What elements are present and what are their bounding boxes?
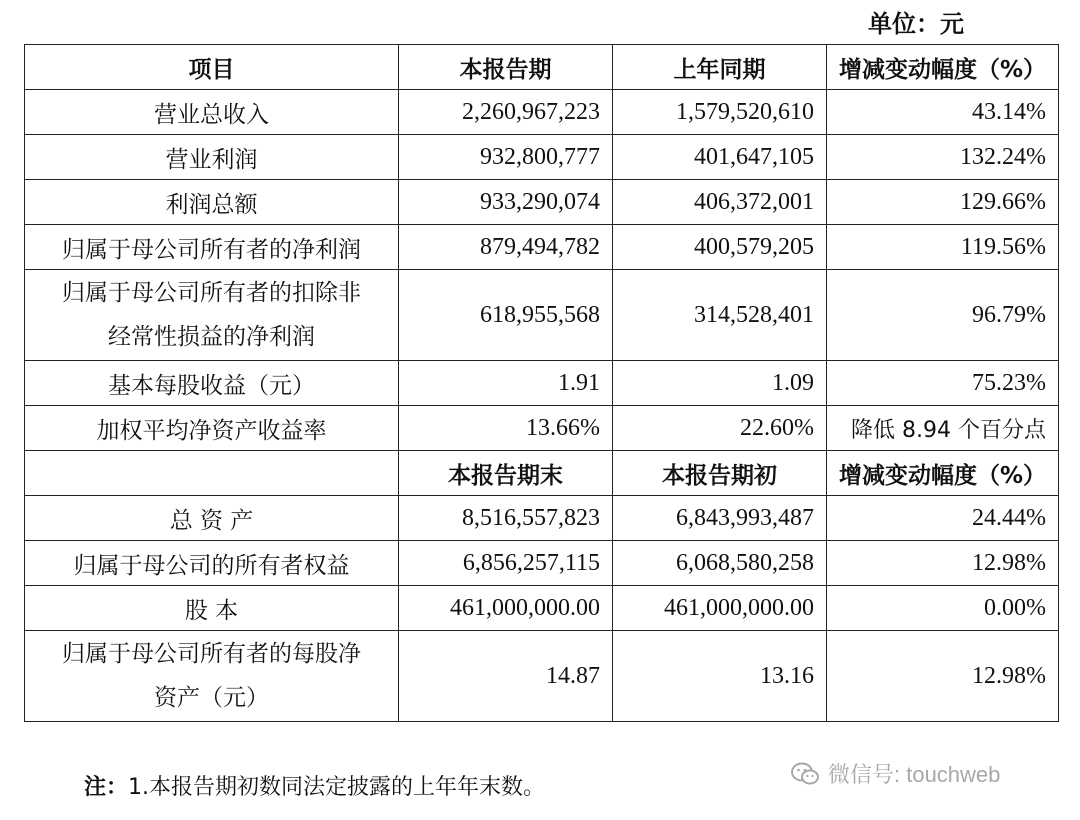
- subheader-period-start: 本报告期初: [613, 451, 827, 496]
- financial-summary-table: [24, 44, 1059, 722]
- cell-current: 618,955,568: [399, 270, 613, 361]
- watermark: [790, 758, 1000, 789]
- row-label: [25, 631, 399, 722]
- row-label-line1: 归属于母公司所有者的扣除非: [62, 280, 361, 306]
- cell-change: 96.79%: [827, 270, 1059, 361]
- table-row: [25, 586, 1059, 631]
- cell-prior: 314,528,401: [613, 270, 827, 361]
- cell-change: 降低 8.94 个百分点: [827, 406, 1059, 451]
- row-label: 归属于母公司所有者的净利润: [25, 225, 399, 270]
- header-current-period: 本报告期: [399, 45, 613, 90]
- cell-current: 2,260,967,223: [399, 90, 613, 135]
- row-label-line2: 资产（元）: [154, 685, 269, 711]
- unit-label: 单位：元: [868, 9, 964, 38]
- row-label-line1: 归属于母公司所有者的每股净: [62, 641, 361, 667]
- row-label: [25, 270, 399, 361]
- cell-change: 12.98%: [827, 631, 1059, 722]
- row-label: 基本每股收益（元）: [25, 361, 399, 406]
- cell-prior: 400,579,205: [613, 225, 827, 270]
- cell-current: 14.87: [399, 631, 613, 722]
- cell-change: 12.98%: [827, 541, 1059, 586]
- cell-change: 132.24%: [827, 135, 1059, 180]
- cell-current: 1.91: [399, 361, 613, 406]
- cell-prior: 13.16: [613, 631, 827, 722]
- row-label: 总 资 产: [25, 496, 399, 541]
- cell-prior: 401,647,105: [613, 135, 827, 180]
- cell-prior: 406,372,001: [613, 180, 827, 225]
- row-label: 营业利润: [25, 135, 399, 180]
- subheader-item: [25, 451, 399, 496]
- cell-prior: 22.60%: [613, 406, 827, 451]
- footnote: [84, 770, 545, 801]
- cell-prior: 1.09: [613, 361, 827, 406]
- cell-current: 461,000,000.00: [399, 586, 613, 631]
- cell-prior: 6,068,580,258: [613, 541, 827, 586]
- footnote-prefix: 注：: [84, 775, 129, 800]
- wechat-icon: [790, 761, 820, 787]
- cell-change: 24.44%: [827, 496, 1059, 541]
- cell-current: 8,516,557,823: [399, 496, 613, 541]
- table-row: [25, 225, 1059, 270]
- cell-current: 932,800,777: [399, 135, 613, 180]
- cell-change: 129.66%: [827, 180, 1059, 225]
- table-header-row: [25, 45, 1059, 90]
- row-label: 利润总额: [25, 180, 399, 225]
- cell-current: 933,290,074: [399, 180, 613, 225]
- subheader-period-end: 本报告期末: [399, 451, 613, 496]
- row-label: 股 本: [25, 586, 399, 631]
- watermark-text: 微信号: touchweb: [828, 762, 1001, 787]
- cell-prior: 461,000,000.00: [613, 586, 827, 631]
- row-label-line2: 经常性损益的净利润: [108, 324, 315, 350]
- cell-prior: 1,579,520,610: [613, 90, 827, 135]
- header-prior-year: 上年同期: [613, 45, 827, 90]
- subheader-change: 增减变动幅度（%）: [827, 451, 1059, 496]
- table-row: [25, 135, 1059, 180]
- table-row: [25, 361, 1059, 406]
- table-subheader-row: [25, 451, 1059, 496]
- header-change: 增减变动幅度（%）: [827, 45, 1059, 90]
- cell-change: 0.00%: [827, 586, 1059, 631]
- cell-prior: 6,843,993,487: [613, 496, 827, 541]
- row-label: 归属于母公司的所有者权益: [25, 541, 399, 586]
- header-item: 项目: [25, 45, 399, 90]
- table-row: [25, 90, 1059, 135]
- cell-change: 75.23%: [827, 361, 1059, 406]
- cell-change: 43.14%: [827, 90, 1059, 135]
- footnote-text: 1.本报告期初数同法定披露的上年年末数。: [128, 775, 546, 800]
- table-row: [25, 631, 1059, 722]
- row-label: 营业总收入: [25, 90, 399, 135]
- table-row: [25, 541, 1059, 586]
- cell-current: 13.66%: [399, 406, 613, 451]
- row-label: 加权平均净资产收益率: [25, 406, 399, 451]
- cell-current: 6,856,257,115: [399, 541, 613, 586]
- cell-current: 879,494,782: [399, 225, 613, 270]
- cell-change: 119.56%: [827, 225, 1059, 270]
- table-row: [25, 496, 1059, 541]
- table-row: [25, 406, 1059, 451]
- table-row: [25, 180, 1059, 225]
- table-row: [25, 270, 1059, 361]
